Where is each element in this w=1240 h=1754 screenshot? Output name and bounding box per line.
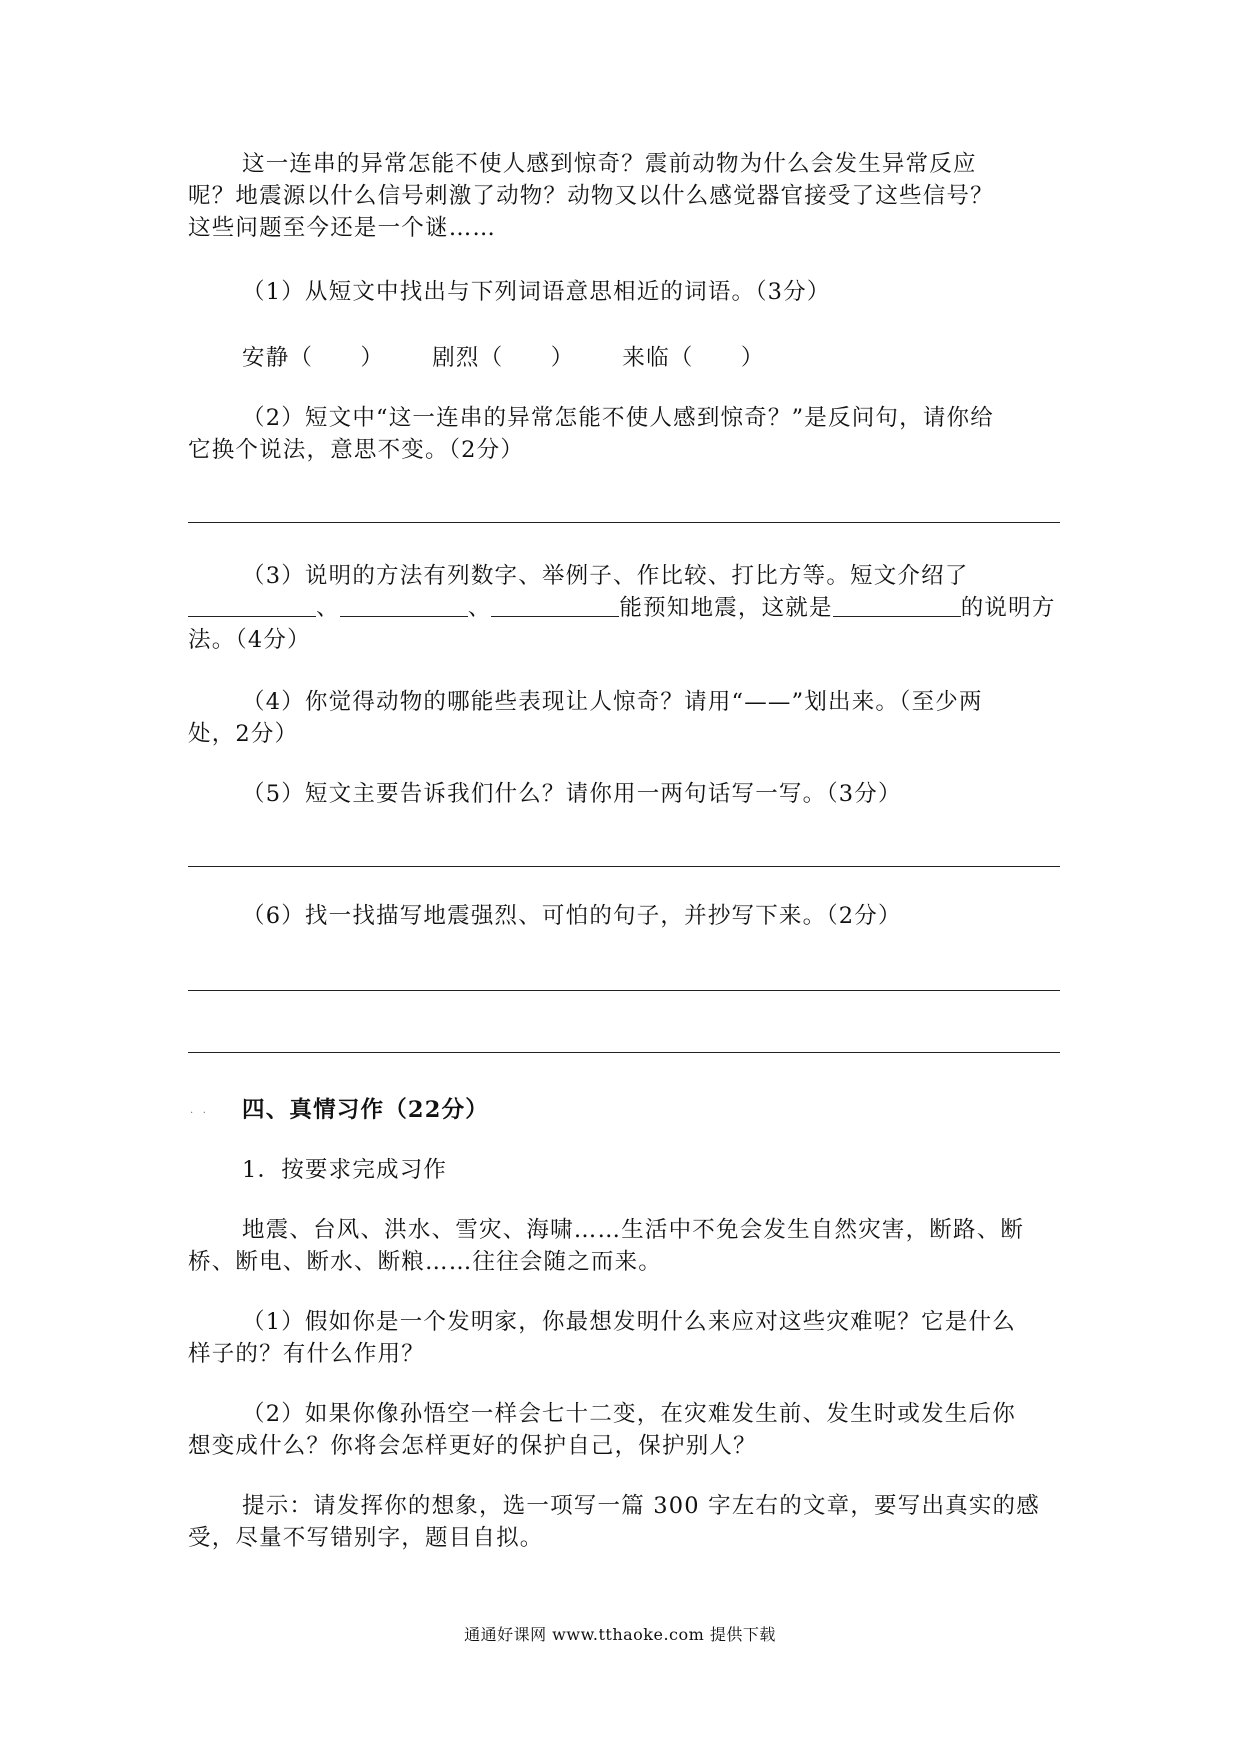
paragraph-2-line-1: （1）假如你是一个发明家，你最想发明什么来应对这些灾难呢？它是什么	[242, 1309, 1016, 1335]
option-julie: 剧烈（ ）	[432, 345, 575, 371]
intro-line-3: 这些问题至今还是一个谜……	[188, 215, 497, 241]
question-3-line-3: 法。（4分）	[188, 627, 311, 653]
section-4-item-1	[188, 1154, 1060, 1186]
question-3	[188, 560, 1060, 656]
question-3-mid: 能预知地震，这就是	[619, 595, 833, 621]
question-2-line-1: （2）短文中“这一连串的异常怎能不使人感到惊奇？”是反问句，请你给	[242, 405, 994, 431]
paragraph-1-line-1: 地震、台风、洪水、雪灾、海啸……生活中不免会发生自然灾害，断路、断	[242, 1217, 1025, 1243]
question-4	[188, 686, 1060, 750]
question-6	[188, 900, 1060, 932]
question-1	[188, 276, 1060, 308]
blank-1[interactable]	[188, 596, 316, 617]
question-1-options	[242, 340, 765, 372]
blank-3[interactable]	[491, 596, 619, 617]
answer-line-q5[interactable]	[188, 866, 1060, 867]
scan-artifact: · ·	[190, 1108, 206, 1119]
item-1-title: 1．按要求完成习作	[242, 1157, 448, 1183]
blank-2[interactable]	[340, 596, 468, 617]
section-4-paragraph-3	[188, 1398, 1060, 1462]
question-4-line-1: （4）你觉得动物的哪能些表现让人惊奇？请用“——”划出来。（至少两	[242, 689, 983, 715]
question-4-line-2: 处，2分）	[188, 721, 299, 747]
paragraph-3-line-1: （2）如果你像孙悟空一样会七十二变，在灾难发生前、发生时或发生后你	[242, 1401, 1016, 1427]
section-4-paragraph-2	[188, 1306, 1060, 1370]
blank-4[interactable]	[833, 596, 961, 617]
section-4-paragraph-1	[188, 1214, 1060, 1278]
question-2-line-2: 它换个说法，意思不变。（2分）	[188, 437, 525, 463]
question-2	[188, 402, 1060, 466]
section-4-hint	[188, 1490, 1060, 1554]
intro-line-1: 这一连串的异常怎能不使人感到惊奇？震前动物为什么会发生异常反应	[242, 151, 977, 177]
answer-line-q6-1[interactable]	[188, 990, 1060, 991]
hint-line-1: 提示：请发挥你的想象，选一项写一篇 300 字左右的文章，要写出真实的感	[242, 1493, 1040, 1519]
question-5	[188, 778, 1060, 810]
option-lailin: 来临（ ）	[622, 345, 765, 371]
question-3-line-1: （3）说明的方法有列数字、举例子、作比较、打比方等。短文介绍了	[242, 563, 969, 589]
answer-line-q6-2[interactable]	[188, 1052, 1060, 1053]
paragraph-2-line-2: 样子的？有什么作用？	[188, 1341, 426, 1367]
separator: 、	[467, 595, 492, 621]
intro-line-2: 呢？地震源以什么信号刺激了动物？动物又以什么感觉器官接受了这些信号？	[188, 183, 994, 209]
paragraph-3-line-2: 想变成什么？你将会怎样更好的保护自己，保护别人？	[188, 1433, 757, 1459]
question-6-text: （6）找一找描写地震强烈、可怕的句子，并抄写下来。（2分）	[242, 903, 902, 929]
intro-paragraph	[188, 148, 1060, 244]
footer-credit: 通通好课网 www.tthaoke.com 提供下载	[464, 1625, 776, 1644]
option-anjing: 安静（ ）	[242, 345, 385, 371]
section-4-heading: 四、真情习作（22分）	[242, 1097, 490, 1123]
question-3-end: 的说明方	[960, 595, 1056, 621]
question-5-text: （5）短文主要告诉我们什么？请你用一两句话写一写。（3分）	[242, 781, 902, 807]
answer-line-q2[interactable]	[188, 522, 1060, 523]
hint-line-2: 受，尽量不写错别字，题目自拟。	[188, 1525, 544, 1551]
paragraph-1-line-2: 桥、断电、断水、断粮……往往会随之而来。	[188, 1249, 663, 1275]
separator: 、	[316, 595, 340, 621]
question-1-text: （1）从短文中找出与下列词语意思相近的词语。（3分）	[242, 279, 831, 305]
